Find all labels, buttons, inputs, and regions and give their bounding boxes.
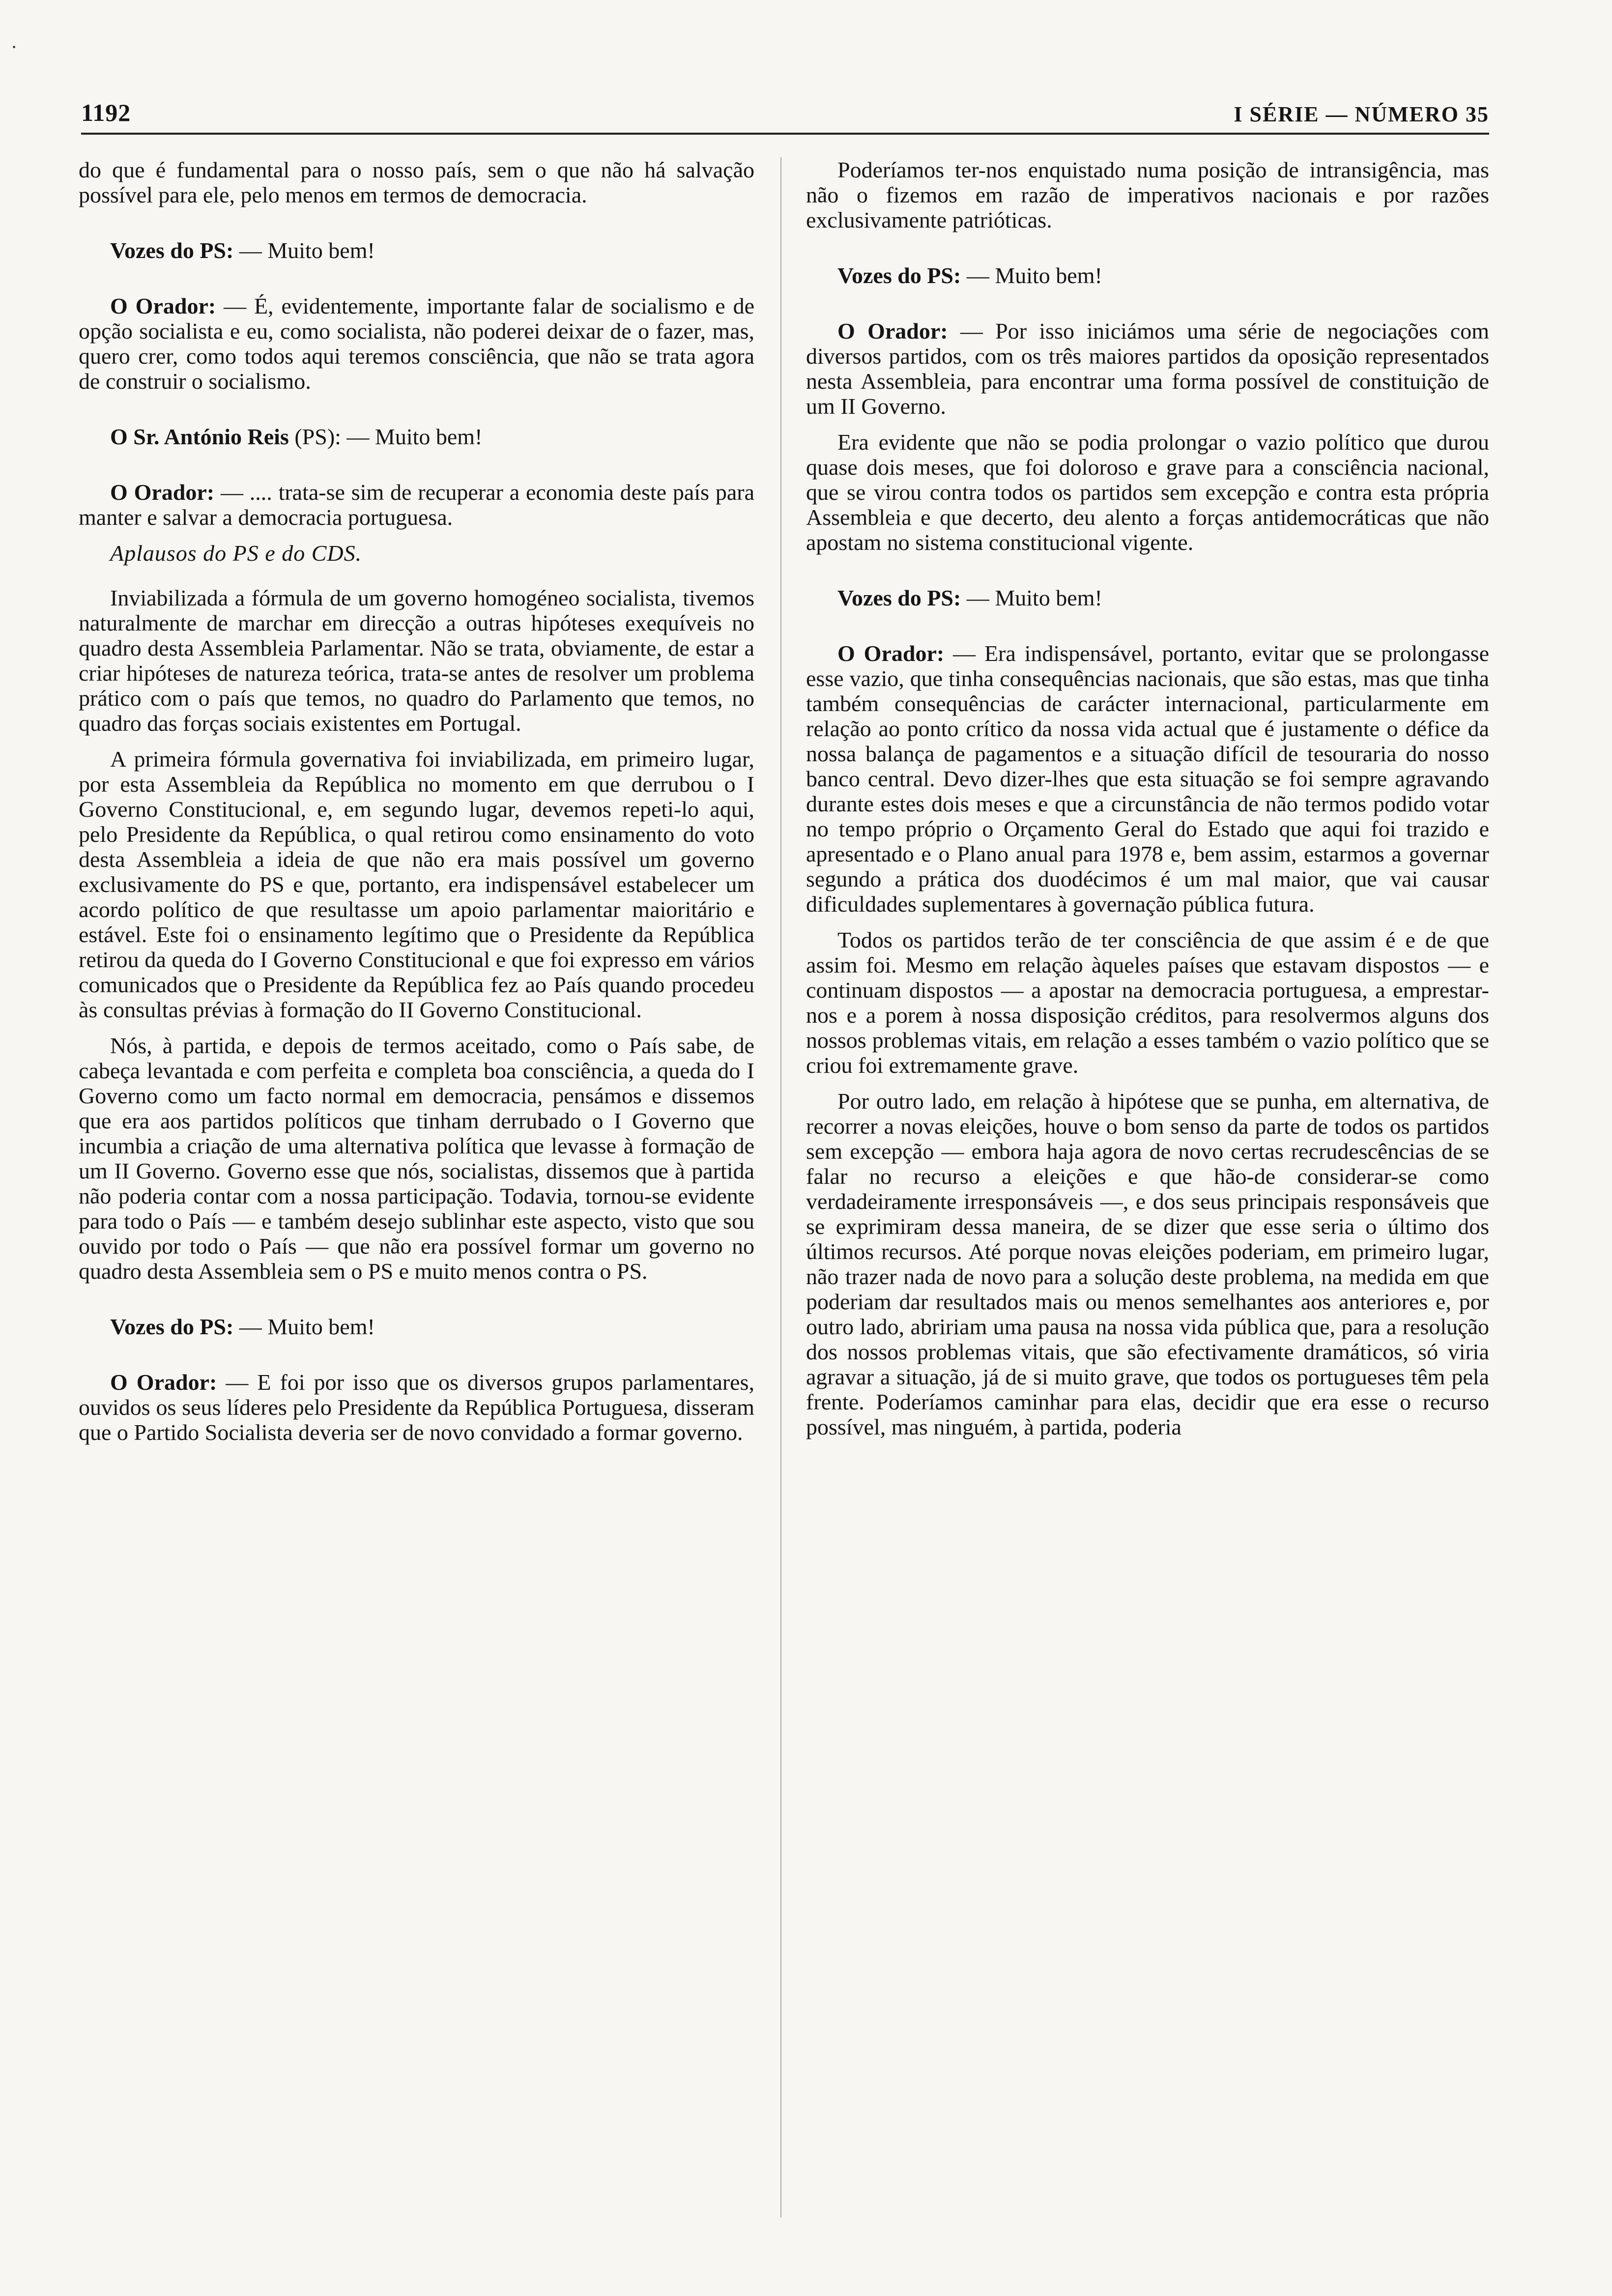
- speaker-name: Vozes do PS:: [837, 263, 961, 288]
- speech-paragraph: [806, 318, 1489, 419]
- speech-text: — .... trata-se sim de recuperar a economia deste país para manter e salvar a democracia portuguesa.: [79, 480, 754, 530]
- speech-text: — E foi por isso que os diversos grupos parlamentares, ouvidos os seus líderes pelo Presidente da República Portuguesa, disseram que o Partido Socialista deveria ser de novo convidado a formar governo.: [79, 1370, 754, 1445]
- paragraph: [806, 430, 1489, 555]
- paragraph-text: Inviabilizada a fórmula de um governo homogéneo socialista, tivemos naturalmente de marchar em direcção a outras hipóteses exequíveis no quadro desta Assembleia Parlamentar. Não se trata, obviamente, de estar a criar hipóteses de natureza teórica, trata-se antes de resolver um problema prático com o país que temos, no quadro do Parlamento que temos, no quadro das forças sociais existentes em Portugal.: [79, 585, 754, 736]
- speech-text: — Muito bem!: [961, 585, 1102, 610]
- paragraph-text: Nós, à partida, e depois de termos aceitado, como o País sabe, de cabeça levantada e com perfeita e completa boa consciência, a queda do I Governo como um facto normal em democracia, pensámos e dissemos que era aos partidos políticos que tinham derrubado o I Governo que incumbia a criação de uma alternativa política que levasse à formação de um II Governo. Governo esse que nós, socialistas, dissemos que à partida não poderia contar com a nossa participação. Todavia, tornou-se evidente para todo o País — e também desejo sublinhar este aspecto, visto que sou ouvido por todo o País — que não era possível formar um governo no quadro desta Assembleia sem o PS e muito menos contra o PS.: [79, 1033, 754, 1284]
- speech-paragraph: [79, 293, 754, 394]
- scan-mark: ·: [11, 36, 18, 58]
- speech-paragraph: [806, 641, 1489, 917]
- speaker-name: O Orador:: [110, 293, 216, 318]
- speech-text: — Muito bem!: [961, 263, 1102, 288]
- speech-text: — Muito bem!: [233, 238, 375, 263]
- speaker-name: O Orador:: [837, 641, 945, 666]
- paragraph-text: A primeira fórmula governativa foi inviabilizada, em primeiro lugar, por esta Assembleia da República no momento em que derrubou o I Governo Constitucional, e, em segundo lugar, devemos repeti-lo aqui, pelo Presidente da República, o qual retirou como ensinamento do voto desta Assembleia a ideia de que não era mais possível um governo exclusivamente do PS e que, portanto, era indispensável estabelecer um acordo político de que resultasse um apoio parlamentar maioritário e estável. Este foi o ensinamento legítimo que o Presidente da República retirou da queda do I Governo Constitucional e que foi expresso em vários comunicados que o Presidente da República fez ao País quando procedeu às consultas prévias à formação do II Governo Constitucional.: [79, 746, 754, 1022]
- paragraph: [79, 585, 754, 736]
- paragraph-text: Por outro lado, em relação à hipótese que se punha, em alternativa, de recorrer a novas eleições, houve o bom senso da parte de todos os partidos sem excepção — embora haja agora de novo certas recrudescências de se falar no recurso a eleições e que hão-de considerar-se como verdadeiramente irresponsáveis —, e dos seus principais responsáveis que se exprimiram dessa maneira, de se dizer que esse seria o último dos últimos recursos. Até porque novas eleições poderiam, em primeiro lugar, não trazer nada de novo para a solução deste problema, na medida em que poderiam dar resultados mais ou menos semelhantes aos anteriores e, por outro lado, abririam uma pausa na nossa vida pública que, para a resolução dos nossos problemas vitais, que são efectivamente dramáticos, só viria agravar a situação, já de si muito grave, que todos os portugueses têm pela frente. Poderíamos caminhar para elas, decidir que era esse o recurso possível, mas ninguém, à partida, poderia: [806, 1089, 1489, 1439]
- paragraph: [806, 1089, 1489, 1439]
- paragraph: [79, 157, 754, 207]
- paragraph-text: do que é fundamental para o nosso país, sem o que não há salvação possível para ele, pelo menos em termos de democracia.: [79, 157, 754, 207]
- speech-paragraph: [79, 480, 754, 530]
- paragraph-text: Todos os partidos terão de ter consciência de que assim é e de que assim foi. Mesmo em relação àqueles países que estavam dispostos — e continuam dispostos — a apostar na democracia portuguesa, a emprestar-nos e a porem à nossa disposição créditos, para resolvermos alguns dos nossos problemas vitais, em relação a esses também o vazio político que se criou foi extremamente grave.: [806, 927, 1489, 1078]
- speech-text: — É, evidentemente, importante falar de socialismo e de opção socialista e eu, como socialista, não poderei deixar de o fazer, mas, quero crer, como todos aqui teremos consciência, que não se trata agora de construir o socialismo.: [79, 293, 754, 394]
- applause-note: Aplausos do PS e do CDS.: [110, 541, 362, 566]
- interjection: [79, 238, 754, 263]
- speaker-name: O Orador:: [110, 480, 215, 505]
- paragraph: [79, 746, 754, 1022]
- page-header: [81, 79, 1489, 135]
- speech-paragraph: [79, 1370, 754, 1445]
- speaker-name: Vozes do PS:: [110, 1314, 234, 1339]
- speech-text: (PS): — Muito bem!: [288, 424, 483, 449]
- left-column: [79, 157, 754, 2237]
- paragraph: [806, 927, 1489, 1078]
- speaker-name: O Orador:: [837, 318, 948, 344]
- interjection: [806, 585, 1489, 610]
- right-column: [806, 157, 1489, 2237]
- speaker-name: O Sr. António Reis: [110, 424, 289, 449]
- paragraph-text: Era evidente que não se podia prolongar o vazio político que durou quase dois meses, que foi doloroso e grave para a consciência nacional, que se virou contra todos os partidos sem excepção e contra esta própria Assembleia e que decerto, deu alento a forças antidemocráticas que não apostam no sistema constitucional vigente.: [806, 430, 1489, 555]
- interjection: [79, 1314, 754, 1339]
- speech-text: — Era indispensável, portanto, evitar que se prolongasse esse vazio, que tinha consequências nacionais, que são estas, mas que tinha também consequências de carácter internacional, particularmente em relação ao ponto crítico da nossa vida actual que é justamente o défice da nossa balança de pagamentos e a situação difícil de tesouraria do nosso banco central. Devo dizer-lhes que esta situação se foi sempre agravando durante estes dois meses e que a circunstância de não termos podido votar no tempo próprio o Orçamento Geral do Estado que aqui foi trazido e apresentado e o Plano anual para 1978 e, bem assim, estarmos a governar segundo a prática dos duodécimos é um mal maior, que vai causar dificuldades suplementares à governação pública futura.: [806, 641, 1489, 917]
- speech-text: — Muito bem!: [233, 1314, 375, 1339]
- speaker-name: Vozes do PS:: [837, 585, 961, 610]
- speech-text: — Por isso iniciámos uma série de negociações com diversos partidos, com os três maiores partidos da oposição representados nesta Assembleia, para encontrar uma forma possível de constituição de um II Governo.: [806, 318, 1489, 419]
- interjection: [79, 424, 754, 449]
- paragraph: [79, 1033, 754, 1284]
- speaker-name: Vozes do PS:: [110, 238, 234, 263]
- paragraph: [806, 157, 1489, 232]
- speaker-name: O Orador:: [110, 1370, 217, 1395]
- column-divider: [780, 157, 781, 2217]
- interjection: [806, 263, 1489, 288]
- series-number: I SÉRIE — NÚMERO 35: [1234, 102, 1489, 126]
- paragraph-text: Poderíamos ter-nos enquistado numa posição de intransigência, mas não o fizemos em razão de imperativos nacionais e por razões exclusivamente patrióticas.: [806, 157, 1489, 232]
- page-number: 1192: [81, 99, 131, 126]
